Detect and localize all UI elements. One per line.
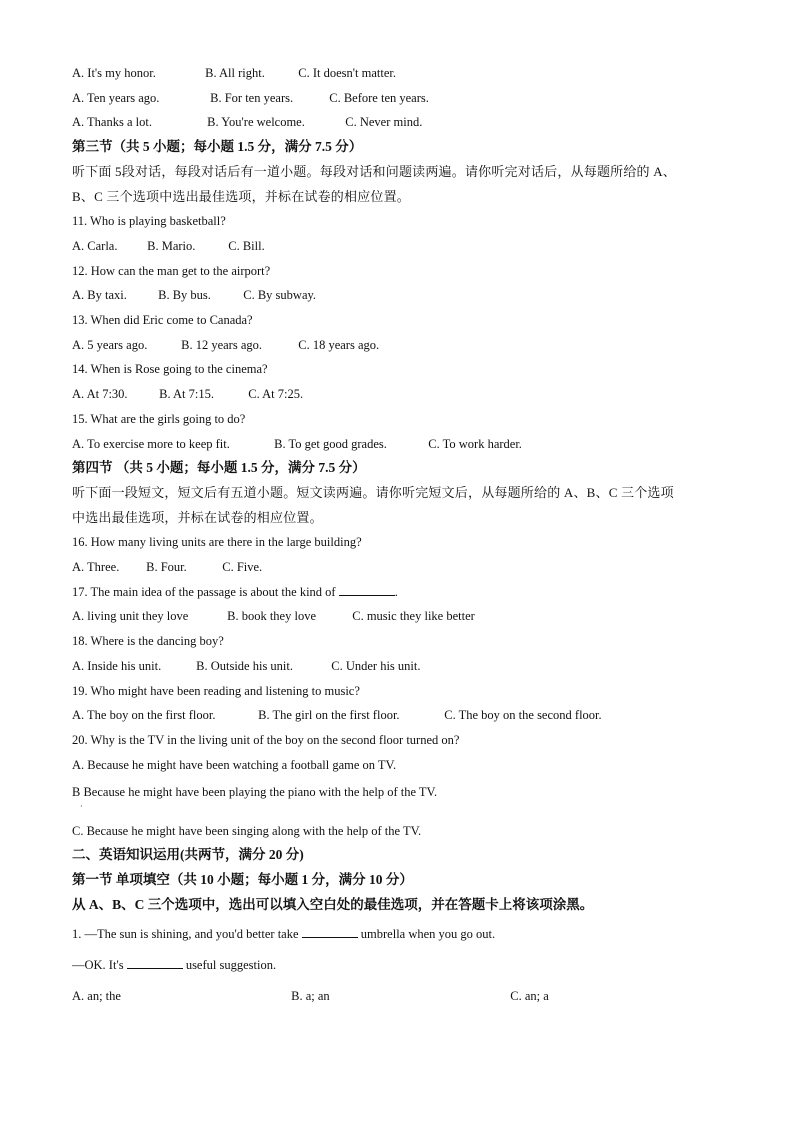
q19-option-b: B. The girl on the first floor.	[258, 708, 400, 722]
question-10-options	[72, 114, 422, 130]
q13-option-c: C. 18 years ago.	[298, 338, 380, 352]
question-12-stem: 12. How can the man get to the airport?	[72, 264, 271, 278]
question-19-options	[72, 707, 602, 723]
q20-option-b: B Because he might have been playing the piano with the help of the TV.	[72, 785, 438, 799]
q15-option-a: A. To exercise more to keep fit.	[72, 437, 230, 451]
q8-option-a: A. It's my honor.	[72, 66, 156, 80]
q19-option-a: A. The boy on the first floor.	[72, 708, 216, 722]
q19-option-c: C. The boy on the second floor.	[444, 708, 602, 722]
q14-option-a: A. At 7:30.	[72, 387, 128, 401]
part-2-section-1-title: 第一节 单项填空（共 10 小题；每小题 1 分，满分 10 分）	[72, 872, 413, 887]
q1-blank-2	[127, 957, 183, 969]
question-9-options	[72, 90, 429, 106]
q1-line2-text: —OK. It's	[72, 958, 124, 972]
q17-stem-text: 17. The main idea of the passage is about the kind of	[72, 585, 336, 599]
question-16-stem: 16. How many living units are there in the large building?	[72, 535, 362, 549]
question-16-options	[72, 559, 262, 575]
q10-option-a: A. Thanks a lot.	[72, 115, 152, 129]
question-17-stem	[72, 584, 398, 600]
section-4-title: 第四节 （共 5 小题；每小题 1.5 分，满分 7.5 分）	[72, 460, 366, 475]
q18-option-b: B. Outside his unit.	[196, 659, 294, 673]
question-14-stem: 14. When is Rose going to the cinema?	[72, 362, 268, 376]
question-15-options	[72, 436, 522, 452]
part-2-section-1-instruction: 从 A、B、C 三个选项中，选出可以填入空白处的最佳选项，并在答题卡上将该项涂黑。	[72, 897, 594, 912]
question-13-stem: 13. When did Eric come to Canada?	[72, 313, 253, 327]
section-3-instruction-line-2: B、C 三个选项中选出最佳选项，并标在试卷的相应位置。	[72, 189, 410, 204]
q9-option-a: A. Ten years ago.	[72, 91, 160, 105]
question-1-line-2	[72, 957, 276, 973]
q11-option-b: B. Mario.	[147, 239, 196, 253]
q17-option-c: C. music they like better	[352, 609, 475, 623]
q10-option-c: C. Never mind.	[345, 115, 423, 129]
q13-option-b: B. 12 years ago.	[181, 338, 263, 352]
q11-option-c: C. Bill.	[228, 239, 265, 253]
q12-option-b: B. By bus.	[158, 288, 211, 302]
q15-option-b: B. To get good grades.	[274, 437, 387, 451]
q16-option-c: C. Five.	[222, 560, 263, 574]
question-1-line-1	[72, 926, 495, 942]
q1-option-c: C. an; a	[510, 989, 549, 1003]
q1-line2-end: useful suggestion.	[185, 958, 277, 972]
question-11-stem: 11. Who is playing basketball?	[72, 214, 226, 228]
section-3-title: 第三节（共 5 小题；每小题 1.5 分，满分 7.5 分）	[72, 139, 363, 154]
q14-option-c: C. At 7:25.	[248, 387, 304, 401]
question-14-options	[72, 386, 303, 402]
question-11-options	[72, 238, 265, 254]
q18-option-a: A. Inside his unit.	[72, 659, 162, 673]
question-15-stem: 15. What are the girls going to do?	[72, 412, 246, 426]
q16-option-b: B. Four.	[146, 560, 187, 574]
question-18-stem: 18. Where is the dancing boy?	[72, 634, 224, 648]
q17-option-b: B. book they love	[227, 609, 317, 623]
q20-option-c: C. Because he might have been singing along with the help of the TV.	[72, 824, 422, 838]
q1-blank-1	[302, 926, 358, 938]
q8-option-b: B. All right.	[205, 66, 265, 80]
q15-option-c: C. To work harder.	[428, 437, 522, 451]
q1-line1-text: 1. —The sun is shining, and you'd better take	[72, 927, 299, 941]
q10-option-b: B. You're welcome.	[207, 115, 305, 129]
question-8-options	[72, 65, 396, 81]
part-2-title: 二、英语知识运用(共两节，满分 20 分)	[72, 847, 304, 862]
question-17-options	[72, 608, 475, 624]
section-4-instruction-line-1: 听下面一段短文，短文后有五道小题。短文读两遍。请你听完短文后，从每题所给的 A、B、C 三个选项	[72, 485, 674, 500]
q9-option-b: B. For ten years.	[210, 91, 294, 105]
q17-option-a: A. living unit they love	[72, 609, 189, 623]
section-4-instruction-line-2: 中选出最佳选项，并标在试卷的相应位置。	[72, 510, 323, 525]
q17-stem-end: .	[394, 585, 398, 599]
q14-option-b: B. At 7:15.	[159, 387, 214, 401]
q16-option-a: A. Three.	[72, 560, 120, 574]
q11-option-a: A. Carla.	[72, 239, 118, 253]
question-18-options	[72, 658, 420, 674]
section-3-instruction-line-1: 听下面 5段对话，每段对话后有一道小题。每段对话和问题读两遍。请你听完对话后，从每题所给的 A、	[72, 164, 676, 179]
q9-option-c: C. Before ten years.	[329, 91, 429, 105]
question-13-options	[72, 337, 379, 353]
question-12-options	[72, 287, 316, 303]
q1-line1-end: umbrella when you go out.	[360, 927, 496, 941]
q18-option-c: C. Under his unit.	[331, 659, 421, 673]
q20-option-a: A. Because he might have been watching a football game on TV.	[72, 758, 397, 772]
q13-option-a: A. 5 years ago.	[72, 338, 148, 352]
q17-answer-blank	[339, 584, 395, 596]
question-19-stem: 19. Who might have been reading and listening to music?	[72, 684, 360, 698]
stray-dot-mark: ·	[80, 802, 83, 811]
q12-option-c: C. By subway.	[243, 288, 317, 302]
question-1-options	[72, 988, 549, 1004]
q8-option-c: C. It doesn't matter.	[298, 66, 396, 80]
question-20-stem: 20. Why is the TV in the living unit of the boy on the second floor turned on?	[72, 733, 460, 747]
q12-option-a: A. By taxi.	[72, 288, 127, 302]
q1-option-b: B. a; an	[291, 989, 330, 1003]
q1-option-a: A. an; the	[72, 989, 121, 1003]
